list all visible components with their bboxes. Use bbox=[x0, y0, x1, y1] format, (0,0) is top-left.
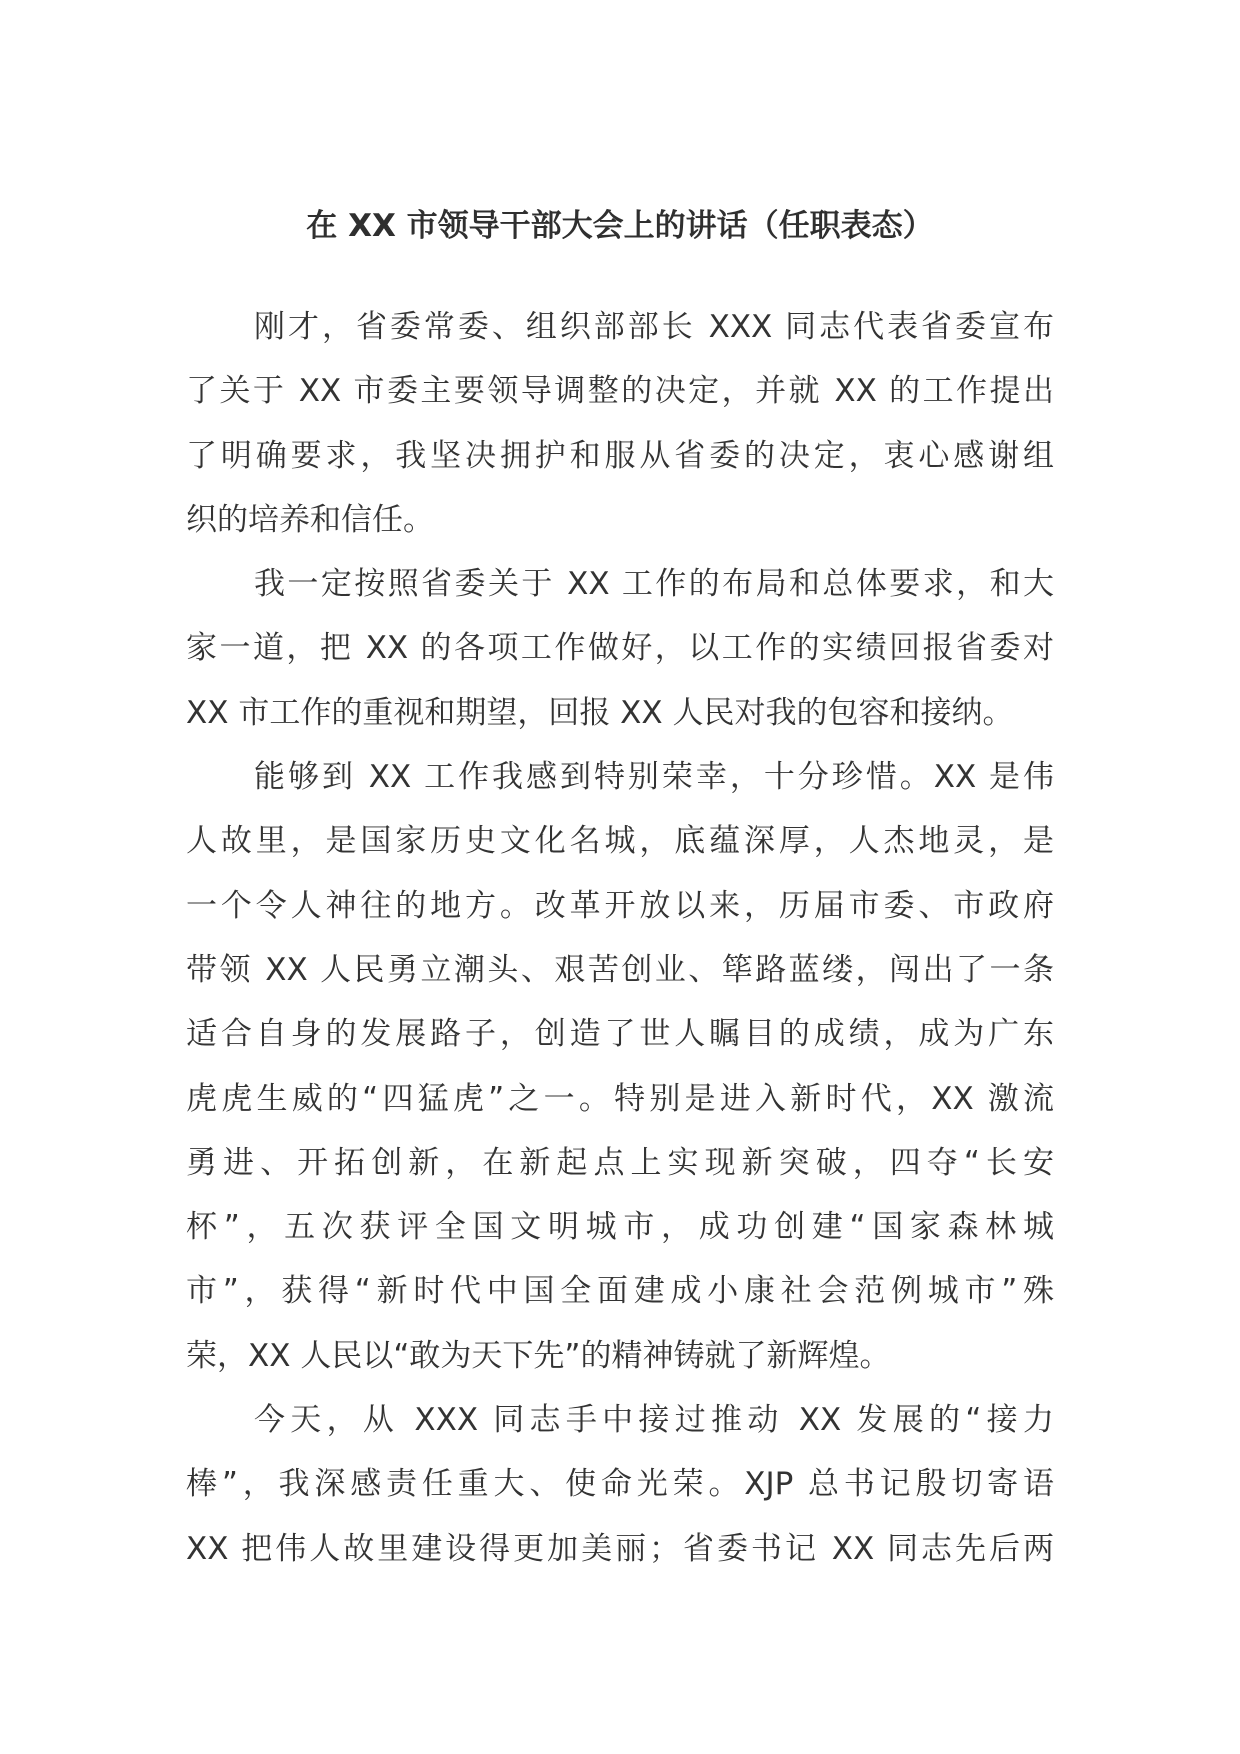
paragraph-3-line-10: 荣，XX 人民以“敢为天下先”的精神铸就了新辉煌。 bbox=[186, 1337, 891, 1374]
paragraph-3-line-6: 虎虎生威的“四猛虎”之一。特别是进入新时代，XX 激流 bbox=[186, 1080, 1054, 1117]
paragraph-3-line-5: 适合自身的发展路子，创造了世人瞩目的成绩，成为广东 bbox=[186, 1016, 1054, 1053]
paragraph-2-line-1: 我一定按照省委关于 XX 工作的布局和总体要求，和大 bbox=[254, 566, 1054, 603]
paragraph-3-line-2: 人故里，是国家历史文化名城，底蕴深厚，人杰地灵，是 bbox=[186, 823, 1054, 860]
paragraph-4-line-1: 今天，从 XXX 同志手中接过推动 XX 发展的“接力 bbox=[254, 1402, 1054, 1439]
paragraph-3-line-9: 市”，获得“新时代中国全面建成小康社会范例城市”殊 bbox=[186, 1273, 1054, 1310]
paragraph-3-line-8: 杯”，五次获评全国文明城市，成功创建“国家森林城 bbox=[186, 1209, 1054, 1246]
paragraph-1-line-4: 织的培养和信任。 bbox=[186, 501, 434, 538]
document-body bbox=[186, 295, 1054, 1581]
paragraph-2-line-3: XX 市工作的重视和期望，回报 XX 人民对我的包容和接纳。 bbox=[186, 694, 1014, 731]
paragraph-3-line-7: 勇进、开拓创新，在新起点上实现新突破，四夺“长安 bbox=[186, 1144, 1054, 1181]
paragraph-3-line-4: 带领 XX 人民勇立潮头、艰苦创业、筚路蓝缕，闯出了一条 bbox=[186, 951, 1054, 988]
paragraph-3-line-1: 能够到 XX 工作我感到特别荣幸，十分珍惜。XX 是伟 bbox=[254, 759, 1054, 796]
paragraph-3-line-3: 一个令人神往的地方。改革开放以来，历届市委、市政府 bbox=[186, 887, 1054, 924]
paragraph-1-line-2: 了关于 XX 市委主要领导调整的决定，并就 XX 的工作提出 bbox=[186, 373, 1054, 410]
paragraph-1-line-1: 刚才，省委常委、组织部部长 XXX 同志代表省委宣布 bbox=[254, 309, 1054, 345]
document-title: 在 XX 市领导干部大会上的讲话（任职表态） bbox=[306, 208, 934, 244]
paragraph-4-line-2: 棒”，我深感责任重大、使命光荣。XJP 总书记殷切寄语 bbox=[186, 1466, 1054, 1503]
paragraph-4-line-3: XX 把伟人故里建设得更加美丽；省委书记 XX 同志先后两 bbox=[186, 1530, 1054, 1567]
paragraph-1-line-3: 了明确要求，我坚决拥护和服从省委的决定，衷心感谢组 bbox=[186, 437, 1054, 474]
paragraph-2-line-2: 家一道，把 XX 的各项工作做好，以工作的实绩回报省委对 bbox=[186, 630, 1054, 667]
